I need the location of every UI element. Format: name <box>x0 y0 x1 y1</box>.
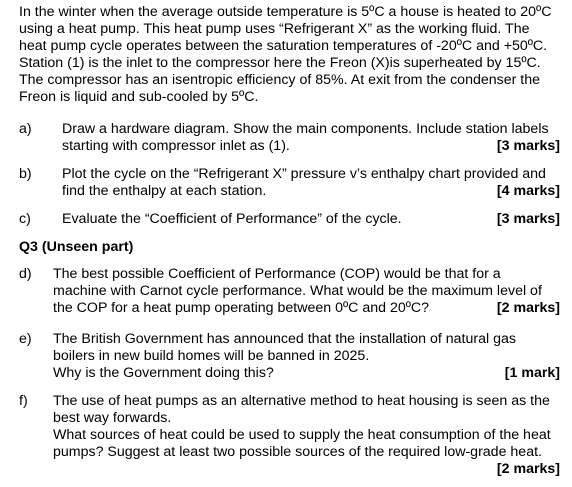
statement-line: heat pump cycle operates between the saturation temperatures of -20ºC and +50ºC. <box>19 38 548 55</box>
question-letter: f) <box>19 393 28 409</box>
question-body <box>62 211 560 228</box>
question-line: best way forwards. <box>53 410 172 427</box>
marks-label: [3 marks] <box>496 138 560 155</box>
question-f <box>19 393 560 483</box>
question-line <box>62 183 560 200</box>
question-line: pumps? Suggest at least two possible sources of the required low-grade heat. <box>53 444 542 461</box>
question-line: machine with Carnot cycle performance. What would be the maximum level of <box>53 283 542 300</box>
question-body <box>62 121 560 155</box>
statement-line: using a heat pump. This heat pump uses “Refrigerant X” as the working fluid. The <box>19 21 530 38</box>
marks-label: [3 marks] <box>496 211 560 227</box>
question-letter: d) <box>19 266 32 282</box>
question-line: Plot the cycle on the “Refrigerant X” pressure v’s enthalpy chart provided and <box>62 166 546 182</box>
question-line <box>53 300 560 317</box>
question-letter: b) <box>19 166 32 182</box>
question-e <box>19 331 560 386</box>
question-d <box>19 266 560 321</box>
marks-label: [4 marks] <box>496 183 560 200</box>
question-line: The best possible Coefficient of Performance (COP) would be that for a <box>53 266 501 282</box>
question-line <box>53 365 560 382</box>
marks-label: [1 mark] <box>504 365 560 382</box>
marks-label: [2 marks] <box>496 300 560 317</box>
question-a <box>19 121 560 161</box>
question-line: boilers in new build homes will be banned in 2025. <box>53 348 370 365</box>
statement-line: The compressor has an isentropic efficiency of 85%. At exit from the condenser the <box>19 72 541 89</box>
question-line <box>62 211 560 228</box>
section-heading: Q3 (Unseen part) <box>19 239 134 255</box>
problem-statement <box>19 4 564 107</box>
question-letter: c) <box>19 211 31 227</box>
question-body <box>62 166 560 200</box>
statement-line: In the winter when the average outside temperature is 5ºC a house is heated to 20ºC <box>19 4 552 20</box>
question-c <box>19 211 560 231</box>
question-line-text: Why is the Government doing this? <box>53 365 274 382</box>
question-body <box>53 331 560 382</box>
question-line-text: find the enthalpy at each station. <box>62 183 267 200</box>
question-body <box>53 393 560 478</box>
question-b <box>19 166 560 206</box>
question-line: The British Government has announced that the installation of natural gas <box>53 331 516 347</box>
question-body <box>53 266 560 317</box>
question-line: Draw a hardware diagram. Show the main components. Include station labels <box>62 121 549 137</box>
question-line-text: starting with compressor inlet as (1). <box>62 138 290 155</box>
statement-line: Freon is liquid and sub-cooled by 5ºC. <box>19 89 259 106</box>
question-line: What sources of heat could be used to supply the heat consumption of the heat <box>53 427 551 444</box>
question-line <box>62 138 560 155</box>
question-line: The use of heat pumps as an alternative method to heat housing is seen as the <box>53 393 550 409</box>
question-letter: e) <box>19 331 32 347</box>
question-line <box>53 461 560 478</box>
question-line-text: Evaluate the “Coefficient of Performance” of the cycle. <box>62 211 402 227</box>
statement-line: Station (1) is the inlet to the compressor here the Freon (X)is superheated by 15ºC. <box>19 55 541 72</box>
question-letter: a) <box>19 121 32 137</box>
marks-label: [2 marks] <box>496 461 560 478</box>
question-line-text: the COP for a heat pump operating between 0ºC and 20ºC? <box>53 300 430 317</box>
